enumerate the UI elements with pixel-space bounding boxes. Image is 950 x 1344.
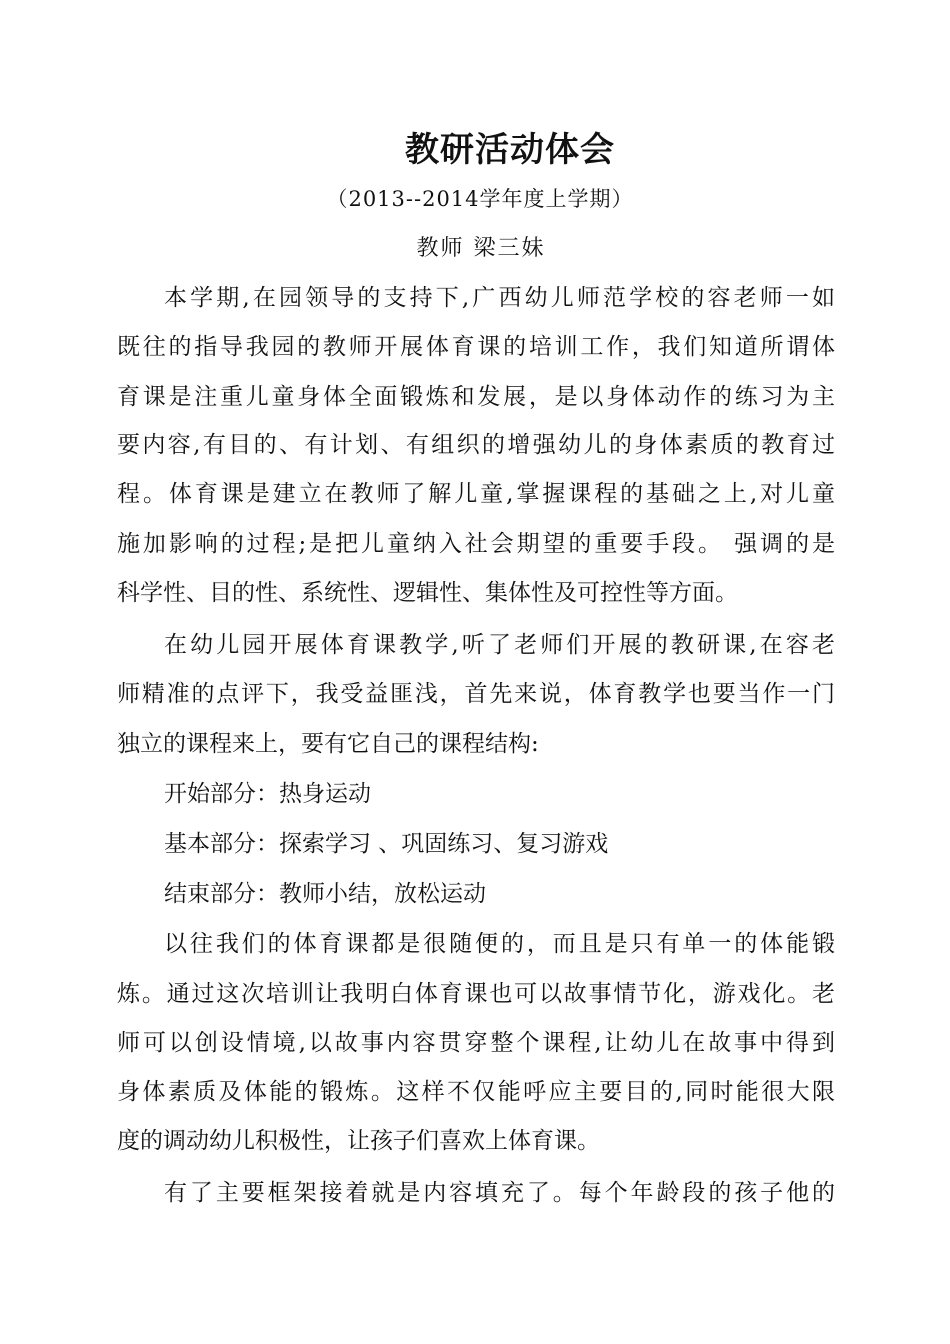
document-author: 教师 梁三妹 [416,236,546,261]
body-line: 师可以创设情境,以故事内容贯穿整个课程,让幼儿在故事中得到 [117,1030,835,1056]
body-line: 有了主要框架接着就是内容填充了。每个年龄段的孩子他的 [164,1180,835,1206]
document-title: 教研活动体会 [405,130,615,170]
body-line: 独立的课程来上，要有它自己的课程结构: [117,731,539,757]
structure-item: 结束部分：教师小结，放松运动 [164,881,486,907]
body-line: 科学性、目的性、系统性、逻辑性、集体性及可控性等方面。 [117,580,738,606]
body-line: 身体素质及体能的锻炼。这样不仅能呼应主要目的,同时能很大限 [117,1079,835,1105]
body-line: 度的调动幼儿积极性，让孩子们喜欢上体育课。 [117,1128,600,1154]
body-line: 以往我们的体育课都是很随便的，而且是只有单一的体能锻 [164,931,835,957]
body-line: 师精准的点评下，我受益匪浅，首先来说，体育教学也要当作一门 [117,681,835,707]
body-line: 炼。通过这次培训让我明白体育课也可以故事情节化，游戏化。老 [117,981,835,1007]
body-line: 本学期,在园领导的支持下,广西幼儿师范学校的容老师一如 [164,285,835,311]
body-line: 施加影响的过程;是把儿童纳入社会期望的重要手段。 强调的是 [117,531,835,557]
body-line: 在幼儿园开展体育课教学,听了老师们开展的教研课,在容老 [164,632,835,658]
body-line: 程。体育课是建立在教师了解儿童,掌握课程的基础之上,对儿童 [117,481,835,507]
body-line: 既往的指导我园的教师开展体育课的培训工作，我们知道所谓体 [117,334,835,360]
document-subtitle: （2013--2014学年度上学期） [326,187,634,211]
body-line: 育课是注重儿童身体全面锻炼和发展，是以身体动作的练习为主 [117,384,835,410]
body-line: 要内容,有目的、有计划、有组织的增强幼儿的身体素质的教育过 [117,432,835,458]
structure-item: 开始部分：热身运动 [164,781,371,807]
structure-item: 基本部分：探索学习 、巩固练习、复习游戏 [164,831,609,857]
